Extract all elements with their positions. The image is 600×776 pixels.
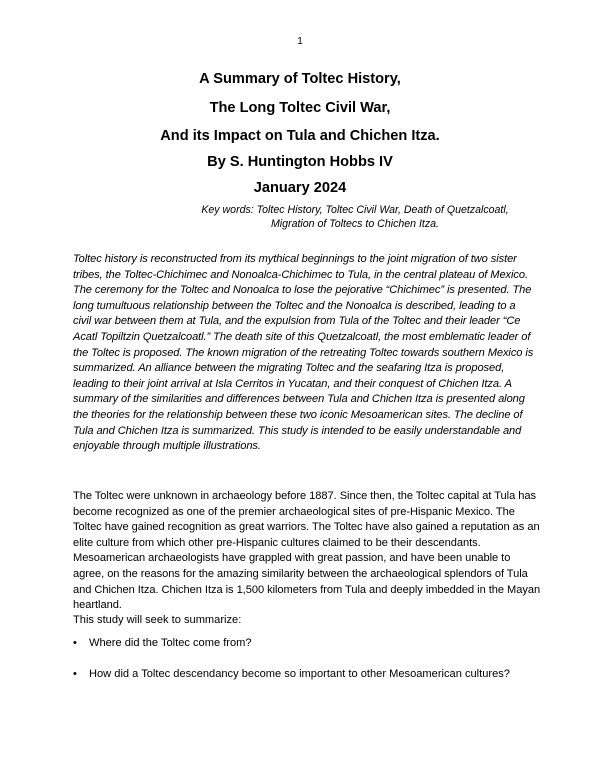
bullet-icon: •	[73, 668, 77, 680]
keywords: Key words: Toltec History, Toltec Civil War, Death of Quetzalcoatl, Migration of Toltecs to Chichen Itza.	[201, 204, 509, 230]
body-paragraph-2: This study will seek to summarize:	[73, 614, 242, 626]
bullet-text: How did a Toltec descendancy become so important to other Mesoamerican cultures?	[89, 668, 510, 680]
title-line-1: A Summary of Toltec History,	[199, 71, 401, 87]
date-line: January 2024	[253, 180, 347, 196]
author-line: By S. Huntington Hobbs IV	[207, 154, 393, 170]
abstract: Toltec history is reconstructed from its mythical beginnings to the joint migration of two sister tribes, the Toltec-Chichimec and Nonoalca-Chichimec to Tula, in the central plateau of Mexico. The ceremony for the Toltec and Nonoalca to lose the pejorative “Chichimec” is presented. The long tumultuous relationship between the Toltec and the Nonoalca is described, leading to a civil war between them at Tula, and the expulsion from Tula of the Toltec and their leader “Ce Acatl Topiltzin Quetzalcoatl.” The death site of this Quetzalcoatl, the most emblematic leader of the Toltec is proposed. The known migration of the retreating Toltec towards southern Mexico is summarized. An alliance between the migrating Toltec and the seafaring Itza is proposed, leading to their joint arrival at Isla Cerritos in Yucatan, and their conquest of Chichen Itza. A summary of the similarities and differences between Tula and Chichen Itza is presented along the theories for the relationship between these two iconic Mesoamerican sites. The decline of Tula and Chichen Itza is summarized. This study is intended to be easily understandable and enjoyable through multiple illustrations.	[73, 253, 534, 453]
title-line-3: And its Impact on Tula and Chichen Itza.	[160, 128, 440, 144]
page-number: 1	[297, 36, 303, 47]
bullet-text: Where did the Toltec come from?	[89, 637, 252, 649]
bullet-icon: •	[73, 637, 77, 649]
body-paragraph-1: The Toltec were unknown in archaeology before 1887. Since then, the Toltec capital at Tula has become recognized as one of the premier archaeological sites of pre-Hispanic Mexico. The Toltec have gained recognition as great warriors. The Toltec have also gained a reputation as an elite culture from which other pre-Hispanic cultures claimed to be their descendants. Mesoamerican archaeologists have grappled with great passion, and have been unable to agree, on the reasons for the amazing similarity between the archaeological splendors of Tula and Chichen Itza. Chichen Itza is 1,500 kilometers from Tula and deeply imbedded in the Mayan heartland.	[73, 490, 541, 612]
title-line-2: The Long Toltec Civil War,	[209, 100, 391, 116]
